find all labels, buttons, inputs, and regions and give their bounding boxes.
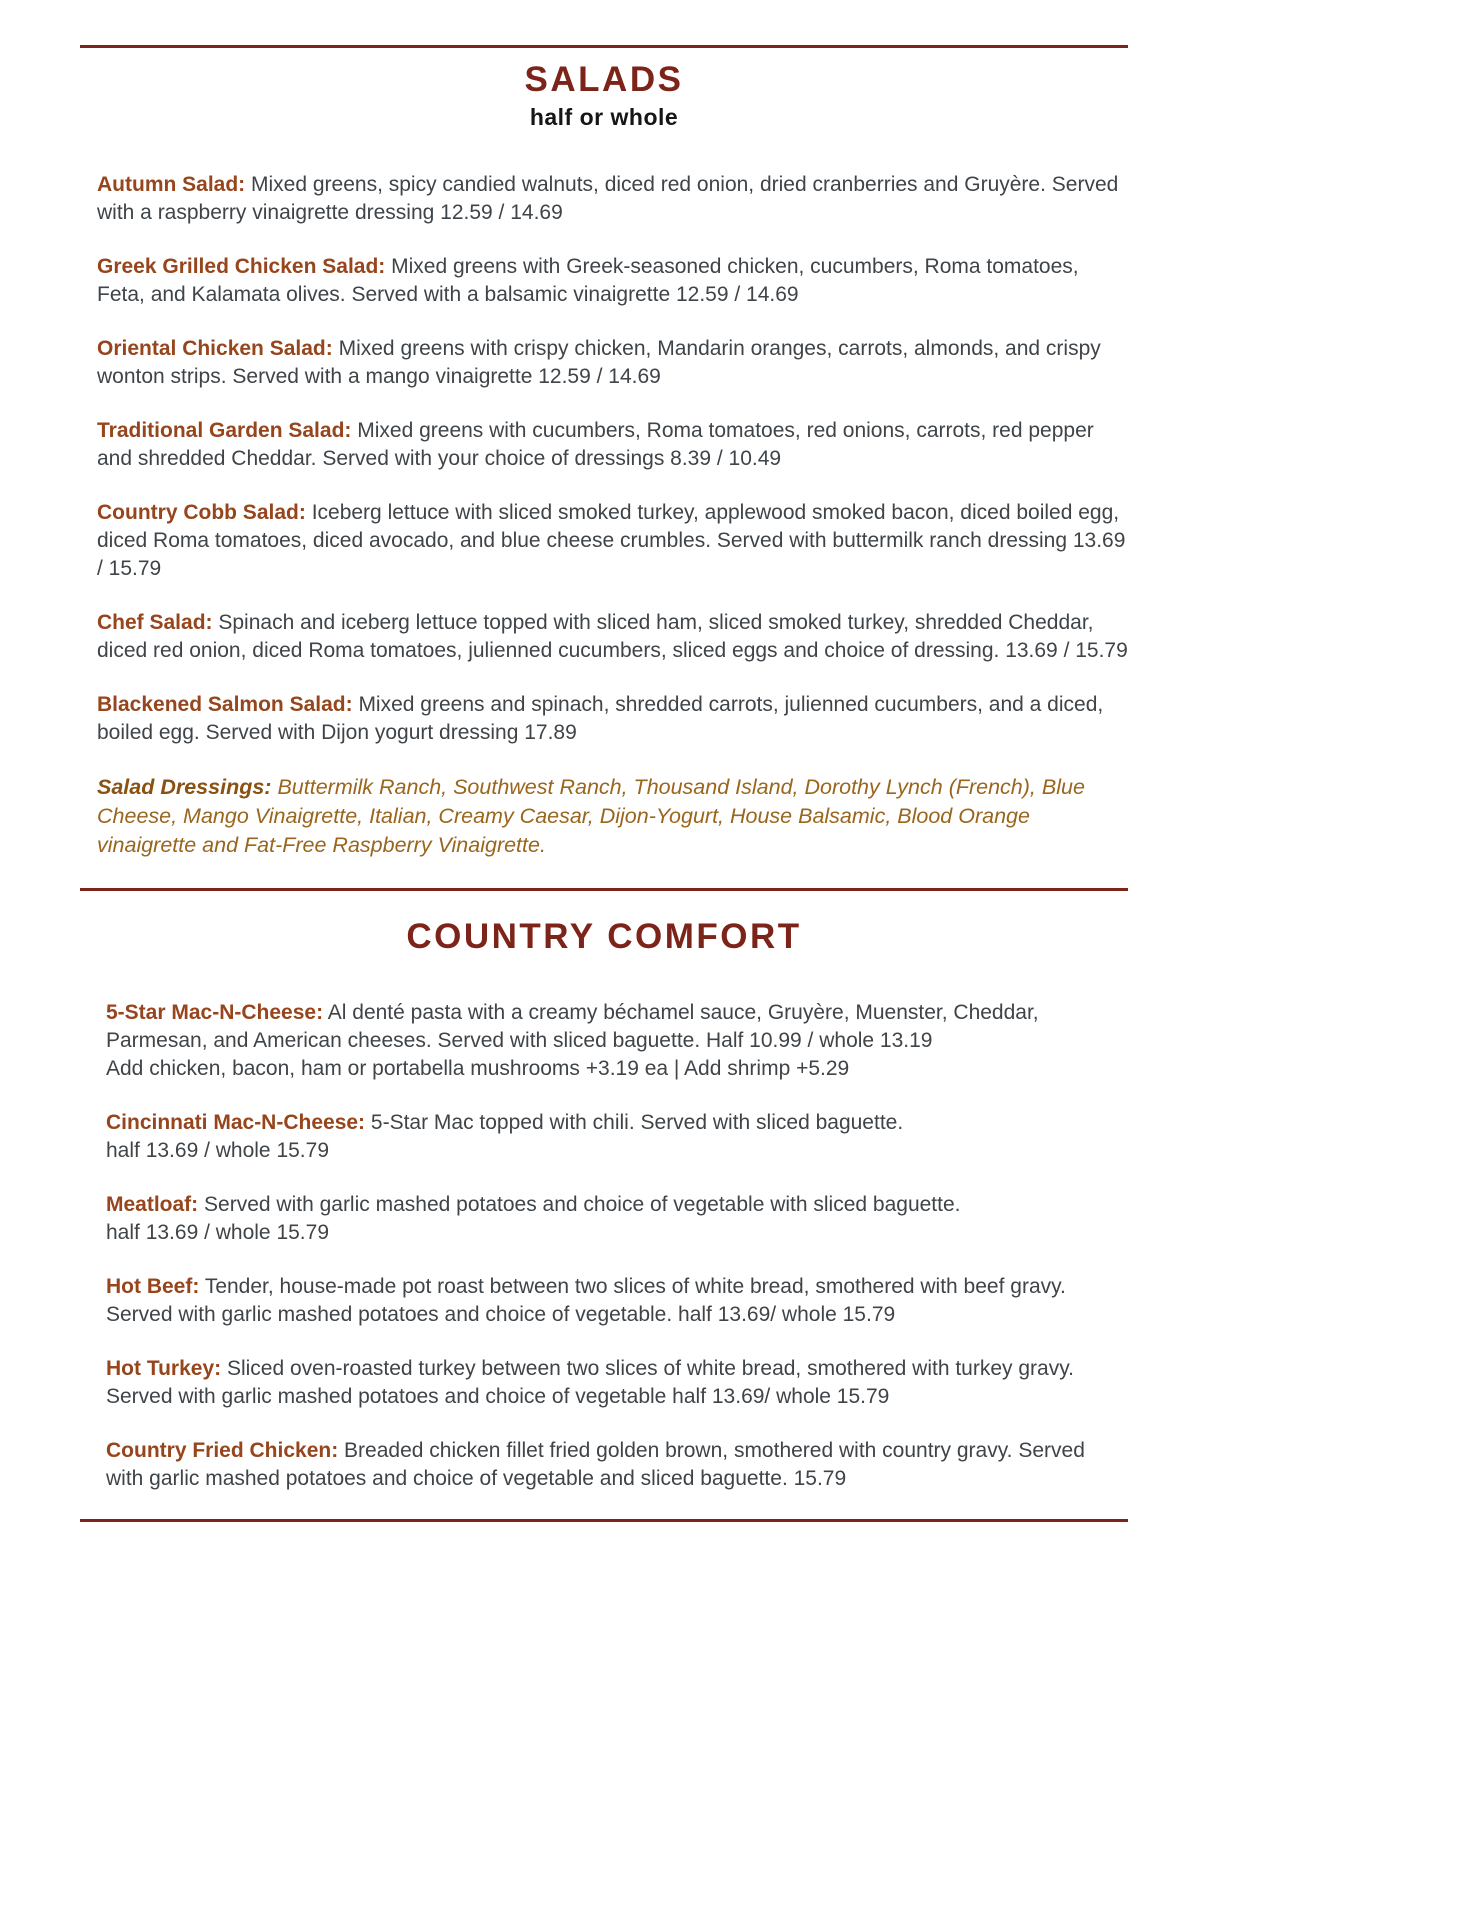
item-name: 5-Star Mac-N-Cheese: <box>106 1001 324 1024</box>
menu-item-blackened-salmon-salad <box>80 691 1128 747</box>
item-description: Mixed greens with crispy chicken, Mandarin oranges, carrots, almonds, and crispy wonton strips. Served with a mango vinaigrette 12.59 / 14.69 <box>97 337 1101 388</box>
item-name: Meatloaf: <box>106 1193 199 1216</box>
item-description: Tender, house-made pot roast between two slices of white bread, smothered with beef gravy. Served with garlic mashed potatoes and choice of vegetable. half 13.69/ whole 15.79 <box>106 1275 1066 1326</box>
item-name: Autumn Salad: <box>97 173 246 196</box>
item-name: Traditional Garden Salad: <box>97 419 352 442</box>
item-description: Served with garlic mashed potatoes and choice of vegetable with sliced baguette. <box>204 1193 961 1216</box>
bottom-divider <box>80 1519 1128 1522</box>
section-salads <box>80 60 1128 860</box>
section-country-comfort <box>80 917 1128 1493</box>
item-description: Spinach and iceberg lettuce topped with sliced ham, sliced smoked turkey, shredded Cheddar, diced red onion, diced Roma tomatoes, julienned cucumbers, sliced eggs and choice of dressing. 13.69 / 15.79 <box>97 611 1128 662</box>
item-name: Cincinnati Mac-N-Cheese: <box>106 1111 366 1134</box>
menu-item-hot-beef <box>80 1273 1128 1329</box>
item-name: Country Cobb Salad: <box>97 501 306 524</box>
item-description: 5-Star Mac topped with chili. Served with sliced baguette. <box>370 1111 904 1134</box>
item-name: Oriental Chicken Salad: <box>97 337 333 360</box>
section-divider <box>80 888 1128 891</box>
salads-title: SALADS <box>524 60 684 99</box>
salad-dressings-label: Salad Dressings: <box>97 775 272 799</box>
item-description: Mixed greens with Greek-seasoned chicken, cucumbers, Roma tomatoes, Feta, and Kalamata olives. Served with a balsamic vinaigrette 12.59 / 14.69 <box>97 255 1079 306</box>
item-name: Country Fried Chicken: <box>106 1439 339 1462</box>
menu-item-5-star-mac-n-cheese <box>80 999 1128 1083</box>
item-description: Mixed greens and spinach, shredded carrots, julienned cucumbers, and a diced, boiled egg. Served with Dijon yogurt dressing 17.89 <box>97 693 1104 744</box>
item-description: Mixed greens, spicy candied walnuts, diced red onion, dried cranberries and Gruyère. Served with a raspberry vinaigrette dressing 12.59 / 14.69 <box>97 173 1119 224</box>
menu-item-autumn-salad <box>80 171 1128 227</box>
menu-item-meatloaf <box>80 1191 1128 1247</box>
item-price-line: half 13.69 / whole 15.79 <box>106 1139 330 1162</box>
top-divider <box>80 45 1128 48</box>
country-comfort-item-list <box>80 999 1128 1493</box>
menu-content <box>80 45 1128 1522</box>
salad-dressings-note <box>80 773 1128 860</box>
item-name: Hot Turkey: <box>106 1357 222 1380</box>
menu-item-chef-salad <box>80 609 1128 665</box>
item-name: Greek Grilled Chicken Salad: <box>97 255 386 278</box>
menu-item-oriental-chicken-salad <box>80 335 1128 391</box>
item-description: Mixed greens with cucumbers, Roma tomatoes, red onions, carrots, red pepper and shredded Cheddar. Served with your choice of dressings 8.39 / 10.49 <box>97 419 1094 470</box>
menu-item-hot-turkey <box>80 1355 1128 1411</box>
menu-item-country-fried-chicken <box>80 1437 1128 1493</box>
item-description: Al denté pasta with a creamy béchamel sauce, Gruyère, Muenster, Cheddar, Parmesan, and American cheeses. Served with sliced baguette. Half 10.99 / whole 13.19 <box>106 1001 1039 1052</box>
menu-item-cincinnati-mac-n-cheese <box>80 1109 1128 1165</box>
item-description: Breaded chicken fillet fried golden brown, smothered with country gravy. Served with garlic mashed potatoes and choice of vegetable and sliced baguette. 15.79 <box>106 1439 1085 1490</box>
menu-item-greek-grilled-chicken-salad <box>80 253 1128 309</box>
menu-item-country-cobb-salad <box>80 499 1128 583</box>
item-price-line: half 13.69 / whole 15.79 <box>106 1221 330 1244</box>
item-addons-line: Add chicken, bacon, ham or portabella mushrooms +3.19 ea | Add shrimp +5.29 <box>106 1057 850 1080</box>
item-name: Chef Salad: <box>97 611 213 634</box>
item-description: Iceberg lettuce with sliced smoked turkey, applewood smoked bacon, diced boiled egg, diced Roma tomatoes, diced avocado, and blue cheese crumbles. Served with buttermilk ranch dressing 13.69 / 15.79 <box>97 501 1126 580</box>
salad-dressings-list: Buttermilk Ranch, Southwest Ranch, Thousand Island, Dorothy Lynch (French), Blue Cheese, Mango Vinaigrette, Italian, Creamy Caesar, Dijon-Yogurt, House Balsamic, Blood Orange vinaigrette and Fat-Free Raspberry Vinaigrette. <box>97 775 1085 857</box>
item-name: Hot Beef: <box>106 1275 200 1298</box>
salads-subtitle: half or whole <box>529 104 679 130</box>
country-comfort-title: COUNTRY COMFORT <box>406 917 802 956</box>
menu-item-traditional-garden-salad <box>80 417 1128 473</box>
salads-item-list <box>80 171 1128 747</box>
item-name: Blackened Salmon Salad: <box>97 693 353 716</box>
item-description: Sliced oven-roasted turkey between two slices of white bread, smothered with turkey gravy. Served with garlic mashed potatoes and choice of vegetable half 13.69/ whole 15.79 <box>106 1357 1074 1408</box>
